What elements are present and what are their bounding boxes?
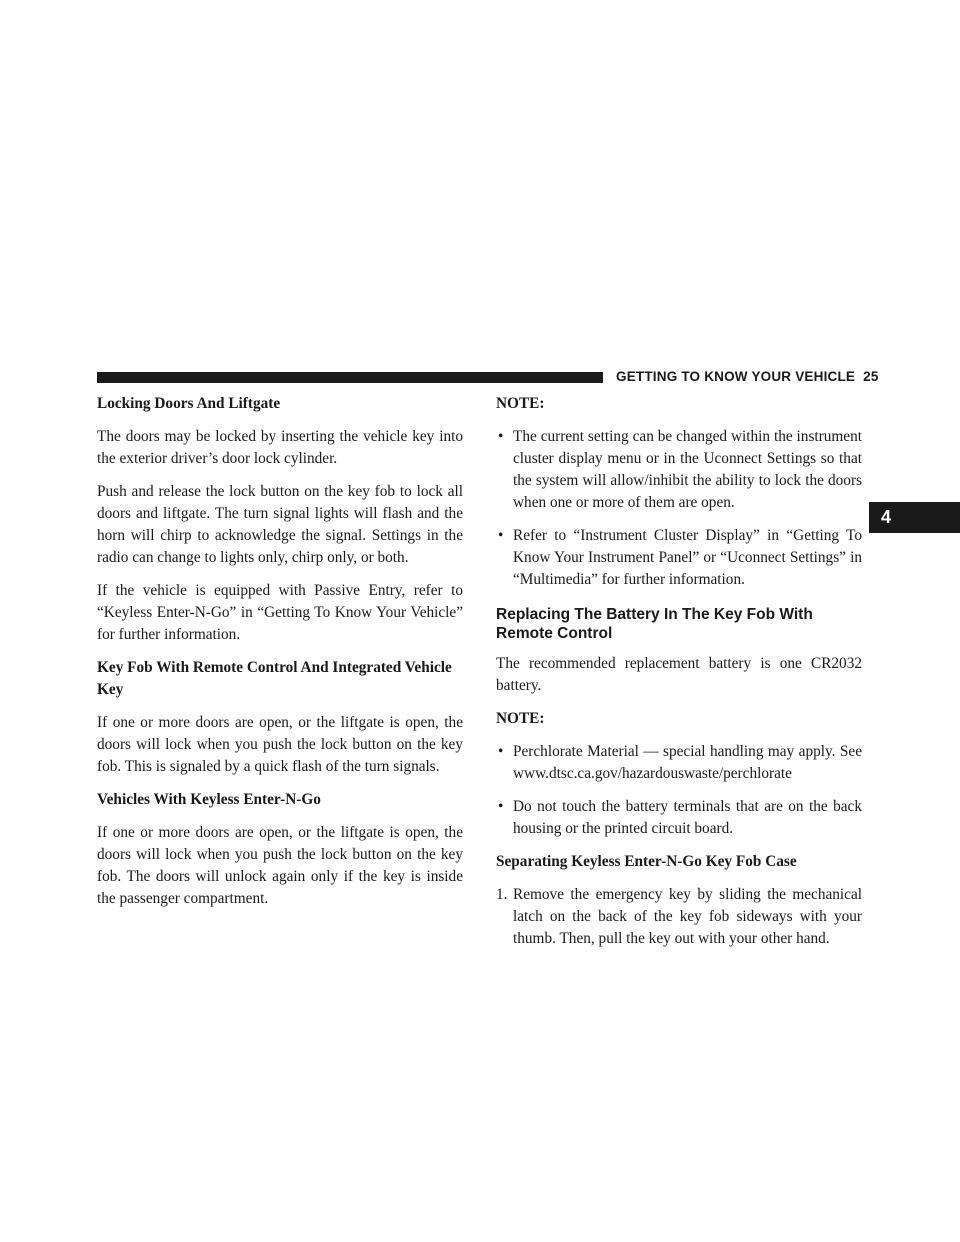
- note-list: [496, 426, 862, 591]
- section-heading-replacing-battery: Replacing The Battery In The Key Fob With Remote Control: [496, 606, 813, 642]
- heading-key-fob-remote: Key Fob With Remote Control And Integrated Vehicle Key: [97, 659, 452, 698]
- right-column: [496, 393, 862, 950]
- section-title: GETTING TO KNOW YOUR VEHICLE: [616, 369, 856, 384]
- page-number: 25: [863, 369, 879, 384]
- paragraph: If one or more doors are open, or the liftgate is open, the doors will lock when you push the lock button on the key fob. The doors will unlock again only if the key is inside the passenger compartment.: [97, 824, 463, 907]
- paragraph: If the vehicle is equipped with Passive Entry, refer to “Keyless Enter-N-Go” in “Getting To Know Your Vehicle” for further information.: [97, 582, 463, 643]
- list-item: • The current setting can be changed within the instrument cluster display menu or in the Uconnect Settings so that the system will allow/inhibit the ability to lock the doors when one or more of them are open.: [498, 428, 862, 511]
- list-item: • Refer to “Instrument Cluster Display” in “Getting To Know Your Instrument Panel” or “Uconnect Settings” in “Multimedia” for further information.: [498, 527, 862, 588]
- paragraph: If one or more doors are open, or the liftgate is open, the doors will lock when you push the lock button on the key fob. This is signaled by a quick flash of the turn signals.: [97, 714, 463, 775]
- heading-locking-doors: Locking Doors And Liftgate: [97, 395, 281, 412]
- running-header: [616, 369, 879, 384]
- bullet-icon: •: [498, 527, 504, 544]
- note-list: [496, 741, 862, 840]
- left-column: [97, 393, 463, 921]
- subheading-separating-key-fob: Separating Keyless Enter-N-Go Key Fob Case: [496, 853, 797, 870]
- header-rule: [97, 372, 603, 383]
- chapter-tab: 4: [869, 502, 960, 533]
- bullet-icon: •: [498, 428, 504, 445]
- list-item: • Perchlorate Material — special handling may apply. See www.dtsc.ca.gov/hazardouswaste/perchlorate: [498, 743, 862, 782]
- paragraph: Push and release the lock button on the key fob to lock all doors and liftgate. The turn signal lights will flash and the horn will chirp to acknowledge the signal. Settings in the radio can change to lights only, chirp only, or both.: [97, 483, 463, 566]
- heading-keyless-enter-n-go: Vehicles With Keyless Enter-N-Go: [97, 791, 321, 808]
- bullet-icon: •: [498, 798, 504, 815]
- paragraph: The recommended replacement battery is one CR2032 battery.: [496, 655, 862, 694]
- note-label: NOTE:: [496, 710, 545, 727]
- paragraph: The doors may be locked by inserting the vehicle key into the exterior driver’s door lock cylinder.: [97, 428, 463, 467]
- step-number: 1.: [496, 886, 508, 903]
- note-label: NOTE:: [496, 395, 545, 412]
- steps-list: [496, 884, 862, 950]
- list-item: • Do not touch the battery terminals that are on the back housing or the printed circuit board.: [498, 798, 862, 837]
- step-item: 1. Remove the emergency key by sliding the mechanical latch on the back of the key fob sideways with your thumb. Then, pull the key out with your other hand.: [496, 886, 862, 947]
- bullet-icon: •: [498, 743, 504, 760]
